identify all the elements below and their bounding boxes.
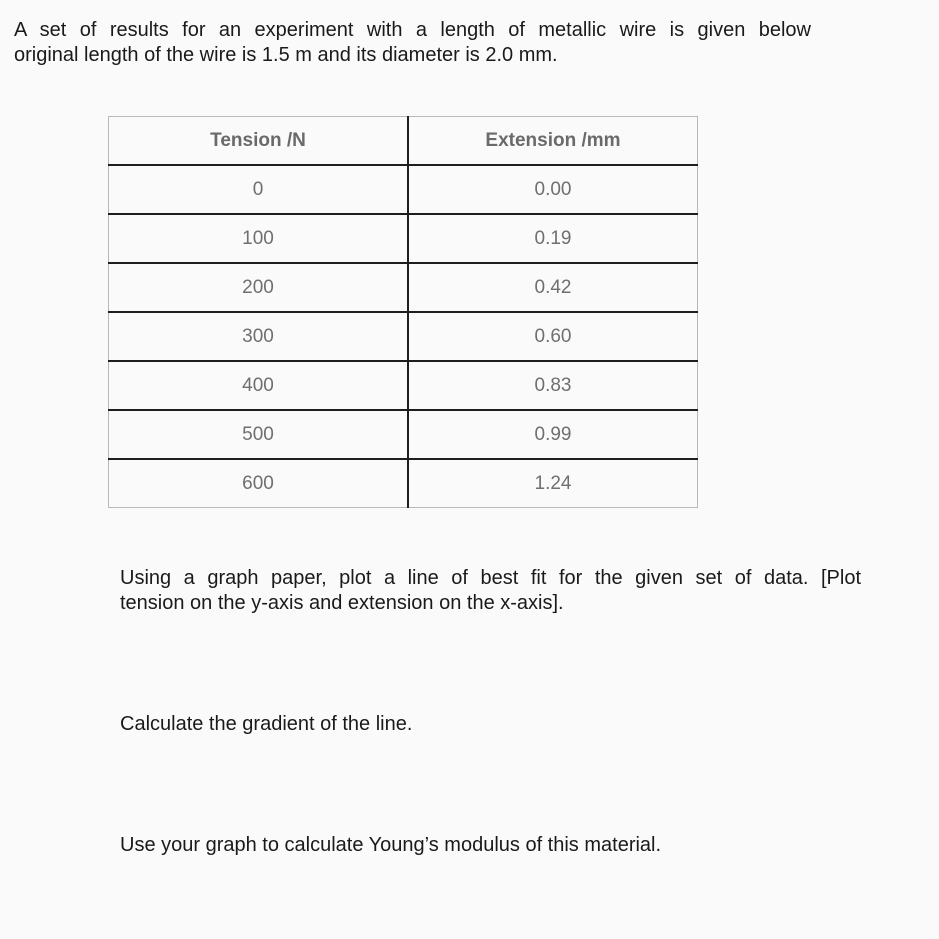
- table-row: [109, 459, 698, 508]
- cell-extension: 0.60: [408, 312, 698, 361]
- table-row: [109, 214, 698, 263]
- intro-paragraph: [14, 18, 811, 68]
- cell-tension: 300: [109, 312, 409, 361]
- header-extension: Extension /mm: [408, 117, 698, 166]
- question-youngs-modulus: Use your graph to calculate Young’s modulus of this material.: [120, 834, 662, 856]
- intro-line-2: original length of the wire is 1.5 m and its diameter is 2.0 mm.: [14, 44, 558, 66]
- cell-extension: 0.83: [408, 361, 698, 410]
- cell-tension: 200: [109, 263, 409, 312]
- table-header-row: [109, 117, 698, 166]
- cell-tension: 400: [109, 361, 409, 410]
- results-table: [108, 116, 698, 508]
- table-row: [109, 410, 698, 459]
- table-row: [109, 263, 698, 312]
- cell-tension: 600: [109, 459, 409, 508]
- header-tension: Tension /N: [109, 117, 409, 166]
- question-plot-graph: [120, 566, 861, 616]
- cell-tension: 500: [109, 410, 409, 459]
- table-row: [109, 312, 698, 361]
- question-gradient: Calculate the gradient of the line.: [120, 713, 413, 735]
- table-row: [109, 165, 698, 214]
- cell-tension: 0: [109, 165, 409, 214]
- table-row: [109, 361, 698, 410]
- cell-tension: 100: [109, 214, 409, 263]
- cell-extension: 1.24: [408, 459, 698, 508]
- cell-extension: 0.42: [408, 263, 698, 312]
- question-plot-line-1: Using a graph paper, plot a line of best fit for the given set of data. [Plot: [120, 567, 861, 589]
- cell-extension: 0.19: [408, 214, 698, 263]
- intro-line-1: A set of results for an experiment with a length of metallic wire is given below: [14, 19, 811, 41]
- cell-extension: 0.00: [408, 165, 698, 214]
- question-plot-line-2: tension on the y-axis and extension on the x-axis].: [120, 592, 564, 614]
- cell-extension: 0.99: [408, 410, 698, 459]
